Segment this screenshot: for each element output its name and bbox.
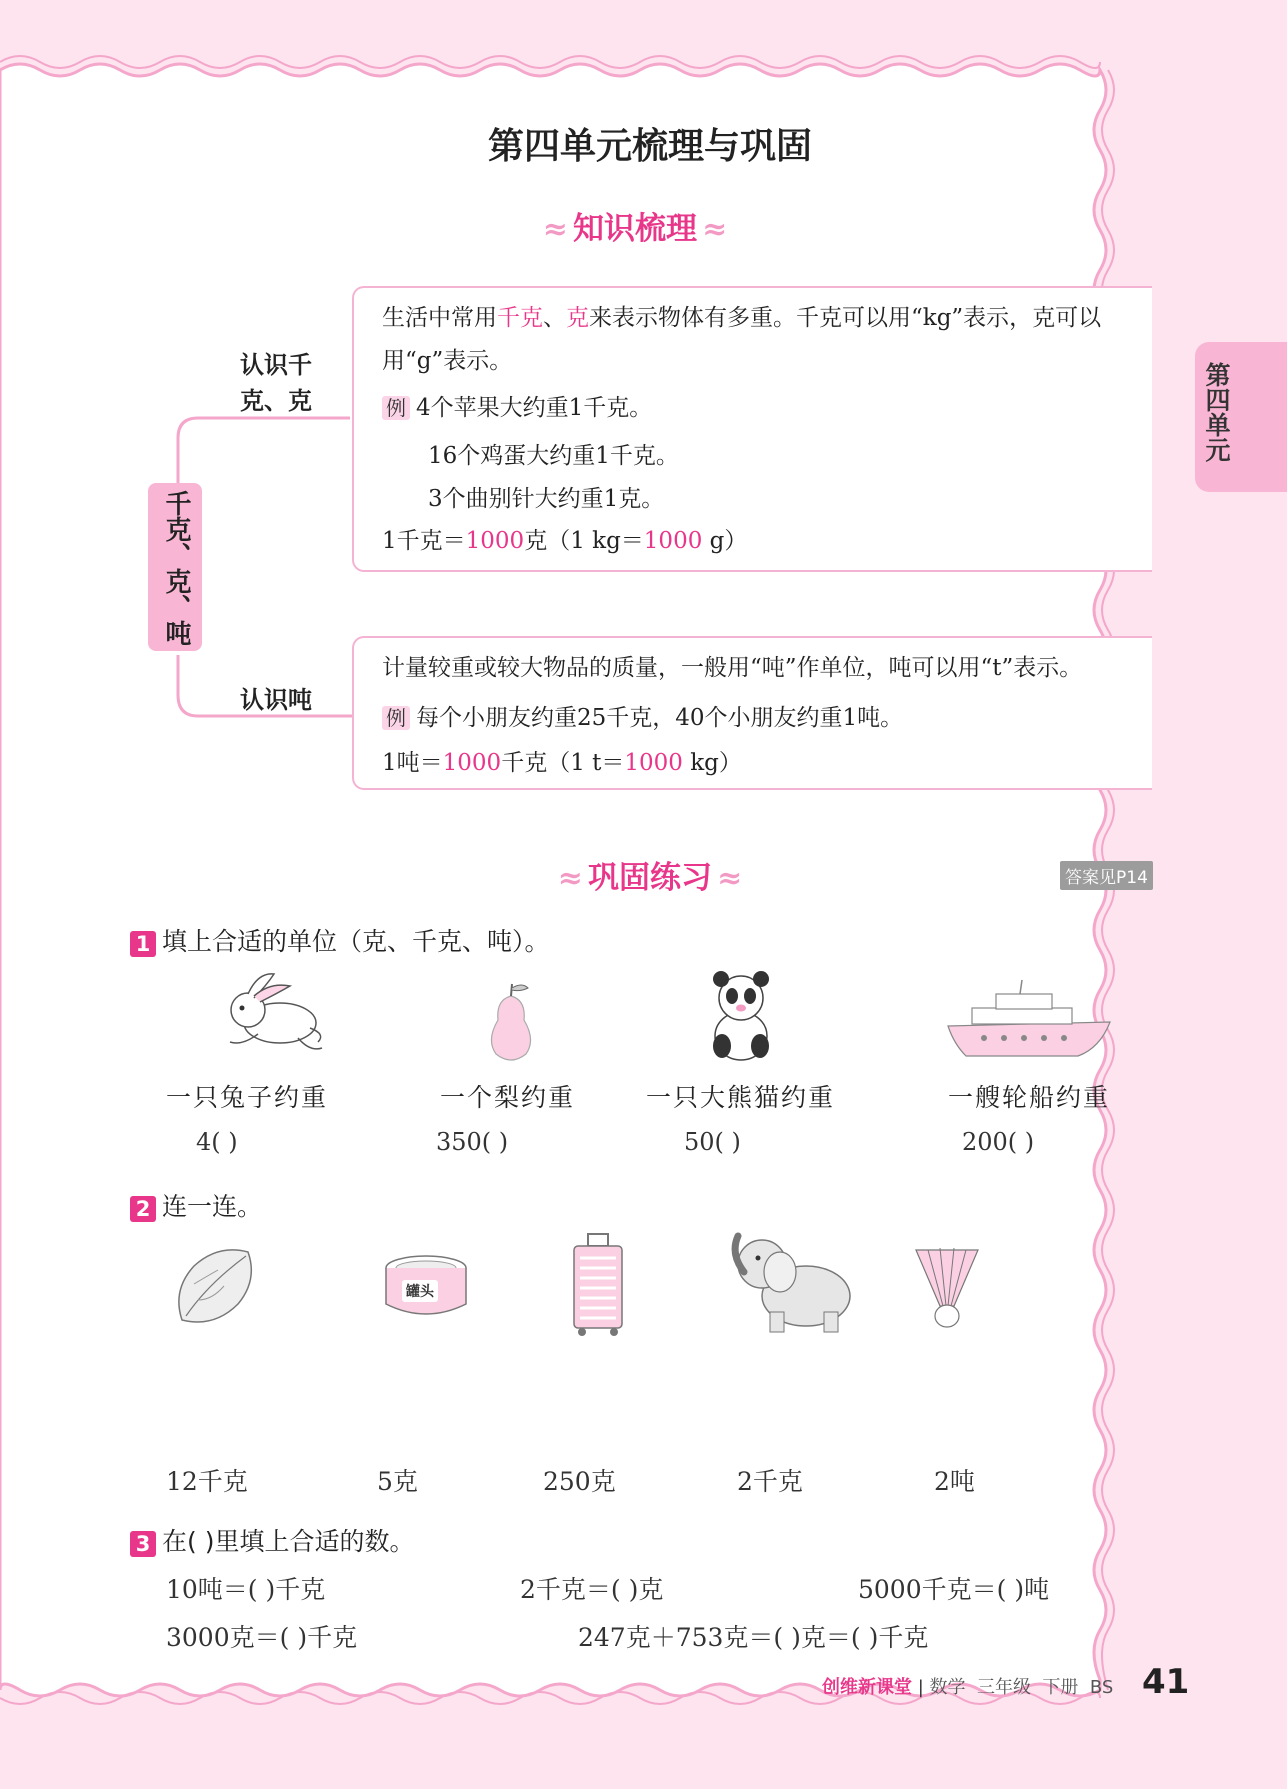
footer-separator: | — [917, 1677, 924, 1698]
page-number: 41 — [1142, 1662, 1190, 1702]
caption-ship: 一艘轮船约重 — [948, 1083, 1111, 1112]
wave-left-icon: ≈ — [557, 861, 583, 896]
caption-panda: 一只大熊猫约重 — [646, 1083, 836, 1112]
weight-option[interactable]: 2千克 — [737, 1467, 803, 1496]
answer-blank-panda[interactable]: 50( ) — [684, 1128, 741, 1156]
section-header-practice — [540, 852, 760, 897]
pear-image — [478, 980, 544, 1066]
branch1-label: 认识千克、克 — [240, 351, 312, 415]
branch2-label: 认识吨 — [240, 686, 312, 714]
question-number-badge: 1 — [130, 931, 156, 957]
answer-blank-rabbit[interactable]: 4( ) — [196, 1128, 238, 1156]
suitcase-image — [570, 1232, 626, 1338]
rabbit-image — [218, 968, 330, 1056]
weight-option[interactable]: 250克 — [543, 1467, 616, 1496]
footer — [822, 1673, 1113, 1699]
box1-line1: 生活中常用千克、克来表示物体有多重。千克可以用“kg”表示，克可以 — [382, 305, 1102, 331]
wave-right-icon: ≈ — [717, 861, 743, 896]
box1-example1: 例 4个苹果大约重1千克。 — [382, 396, 652, 420]
box1-line2: 用“g”表示。 — [382, 348, 513, 374]
question-number-badge: 3 — [130, 1531, 156, 1557]
weight-option[interactable]: 5克 — [377, 1467, 418, 1496]
weight-option[interactable]: 12千克 — [166, 1467, 248, 1496]
elephant-image — [728, 1232, 860, 1336]
can-label: 罐头 — [402, 1280, 438, 1302]
box2-conversion: 1吨＝1000千克（1 t＝1000 kg） — [382, 750, 742, 776]
question-1: 1 填上合适的单位（克、千克、吨）。 — [130, 922, 550, 958]
caption-pear: 一个梨约重 — [440, 1083, 576, 1112]
weight-option[interactable]: 2吨 — [934, 1467, 975, 1496]
example-badge: 例 — [382, 706, 410, 730]
fill-blank-kg-to-tons[interactable]: 5000千克＝( )吨 — [858, 1575, 1050, 1604]
wave-right-icon: ≈ — [702, 212, 728, 247]
box1-example3: 3个曲别针大约重1克。 — [428, 486, 665, 512]
mindmap-root-label: 千克、克、吨 — [161, 490, 191, 646]
shuttlecock-image — [910, 1244, 984, 1330]
fill-blank-g-to-kg[interactable]: 3000克＝( )千克 — [166, 1623, 358, 1652]
box1-example2: 16个鸡蛋大约重1千克。 — [428, 443, 679, 469]
page-title: 第四单元梳理与巩固 — [487, 126, 812, 167]
fill-blank-kg-to-g[interactable]: 2千克＝( )克 — [520, 1575, 664, 1604]
fill-blank-tons-to-kg[interactable]: 10吨＝( )千克 — [166, 1575, 326, 1604]
caption-rabbit: 一只兔子约重 — [166, 1083, 329, 1112]
wave-left-icon: ≈ — [542, 212, 568, 247]
section-header-knowledge — [530, 203, 740, 248]
example-badge: 例 — [382, 396, 410, 420]
can-image — [384, 1254, 468, 1320]
answer-blank-ship[interactable]: 200( ) — [962, 1128, 1035, 1156]
question-3: 3 在( )里填上合适的数。 — [130, 1522, 414, 1558]
section-title-practice: 巩固练习 — [588, 860, 712, 896]
box2-example1: 例 每个小朋友约重25千克，40个小朋友约重1吨。 — [382, 706, 903, 730]
box2-line1: 计量较重或较大物品的质量，一般用“吨”作单位，吨可以用“t”表示。 — [382, 655, 1083, 681]
question-number-badge: 2 — [130, 1196, 156, 1222]
question-2: 2 连一连。 — [130, 1187, 262, 1223]
side-tab-label: 第四单元 — [1202, 362, 1231, 462]
answer-reference-badge[interactable]: 答案见P14 — [1060, 861, 1153, 890]
panda-image — [706, 964, 776, 1064]
fill-blank-sum-g[interactable]: 247克＋753克＝( )克＝( )千克 — [578, 1623, 929, 1652]
answer-blank-pear[interactable]: 350( ) — [436, 1128, 509, 1156]
footer-brand: 创维新课堂 — [822, 1677, 912, 1698]
box1-conversion: 1千克＝1000克（1 kg＝1000 g） — [382, 528, 748, 554]
section-title-knowledge: 知识梳理 — [573, 211, 697, 247]
ship-image — [944, 978, 1114, 1062]
footer-info: 数学 三年级 下册 BS — [929, 1677, 1114, 1698]
cabbage-image — [168, 1240, 260, 1332]
